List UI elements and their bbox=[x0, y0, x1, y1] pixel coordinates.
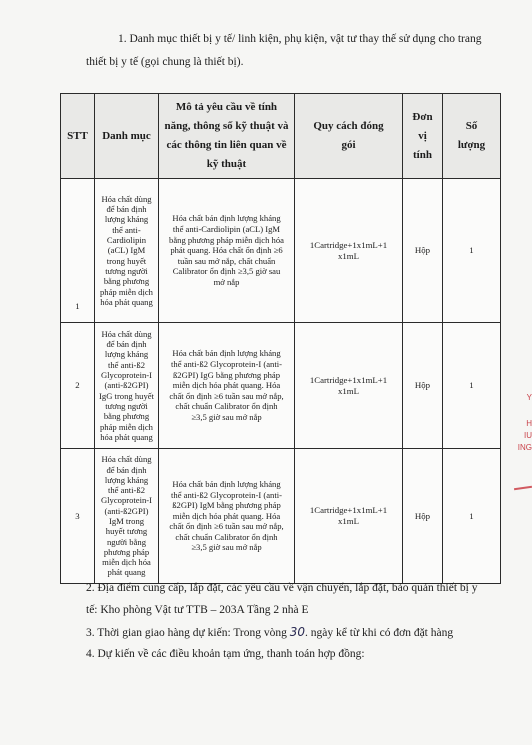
header-quantity: Số lượng bbox=[443, 94, 501, 179]
stamp-fragment: Y H IU ING bbox=[512, 392, 532, 496]
row-description: Hóa chất bán định lượng kháng thể anti-Cardiolipin (aCL) IgM bằng phương pháp miễn dịch hóa phát quang. Hóa chất ổn định ≥6 tuần sau mở nắp, chất chuẩn Calibrator ổn định ≥3,5 giờ sau mở nắp bbox=[159, 179, 295, 323]
row-quantity: 1 bbox=[443, 323, 501, 449]
handwritten-days: 30 bbox=[289, 625, 306, 639]
row-name: Hóa chất dùng để bán định lượng kháng thể anti-ß2 Glycoprotein-I (anti-ß2GPI) IgM trong huyết tương người bằng phương pháp miễn dịch hóa phát quang bbox=[95, 449, 159, 584]
table-header-row bbox=[61, 94, 501, 179]
row-packaging: 1Cartridge+1x1mL+1 x1mL bbox=[295, 179, 403, 323]
row-packaging: 1Cartridge+1x1mL+1 x1mL bbox=[295, 449, 403, 584]
item-4: 4. Dự kiến về các điều khoản tạm ứng, thanh toán hợp đồng: bbox=[86, 648, 365, 660]
item-2-line-2: tế: Kho phòng Vật tư TTB – 203A Tầng 2 nhà E bbox=[86, 604, 309, 616]
row-description: Hóa chất bán định lượng kháng thể anti-ß2 Glycoprotein-I (anti- ß2GPI) IgM bằng phương pháp miễn dịch hóa phát quang. Hóa chất ổn định ≥6 tuần sau mở nắp, chất chuẩn Calibrator ổn định ≥3,5 giờ sau mở nắp bbox=[159, 449, 295, 584]
row-name: Hóa chất dùng để bán định lượng kháng thể anti- Cardiolipin (aCL) IgM trong huyết tương người bằng phương pháp miễn dịch hóa phát quang bbox=[95, 179, 159, 323]
item-3-prefix: 3. Thời gian giao hàng dự kiến: Trong vòng bbox=[86, 627, 287, 639]
item-2-line-1: 2. Địa điểm cung cấp, lắp đặt, các yêu cầu về vận chuyển, lắp đặt, bảo quản thiết bị y bbox=[86, 582, 478, 594]
row-unit: Hộp bbox=[403, 449, 443, 584]
row-packaging: 1Cartridge+1x1mL+1 x1mL bbox=[295, 323, 403, 449]
header-description: Mô tả yêu cầu về tính năng, thông số kỹ thuật và các thông tin liên quan về kỹ thuật bbox=[159, 94, 295, 179]
header-unit: Đơn vị tính bbox=[403, 94, 443, 179]
table-row bbox=[61, 449, 501, 584]
row-quantity: 1 bbox=[443, 449, 501, 584]
row-stt: 3 bbox=[61, 449, 95, 584]
row-unit: Hộp bbox=[403, 179, 443, 323]
header-stt: STT bbox=[61, 94, 95, 179]
table-row bbox=[61, 323, 501, 449]
row-stt: 2 bbox=[61, 323, 95, 449]
intro-line-2: thiết bị y tế (gọi chung là thiết bị). bbox=[86, 56, 244, 68]
equipment-table bbox=[60, 93, 501, 584]
stamp-stroke bbox=[514, 486, 532, 490]
table-row bbox=[61, 179, 501, 323]
intro-line-1: 1. Danh mục thiết bị y tế/ linh kiện, phụ kiện, vật tư thay thế sử dụng cho trang bbox=[118, 33, 482, 45]
row-description: Hóa chất bán định lượng kháng thể anti-ß2 Glycoprotein-I (anti- ß2GPI) IgG bằng phương pháp miễn dịch hóa phát quang. Hóa chất ổn định ≥6 tuần sau mở nắp, chất chuẩn Calibrator ổn định ≥3,5 giờ sau mở nắp bbox=[159, 323, 295, 449]
item-3 bbox=[86, 625, 453, 640]
header-name: Danh mục bbox=[95, 94, 159, 179]
row-quantity: 1 bbox=[443, 179, 501, 323]
header-packaging: Quy cách đóng gói bbox=[295, 94, 403, 179]
row-stt: 1 bbox=[61, 179, 95, 323]
item-3-suffix: . ngày kể từ khi có đơn đặt hàng bbox=[305, 627, 454, 639]
row-name: Hóa chất dùng để bán định lượng kháng thể anti-ß2 Glycoprotein-I (anti-ß2GPI) IgG trong huyết tương người bằng phương pháp miễn dịch hóa phát quang bbox=[95, 323, 159, 449]
row-unit: Hộp bbox=[403, 323, 443, 449]
